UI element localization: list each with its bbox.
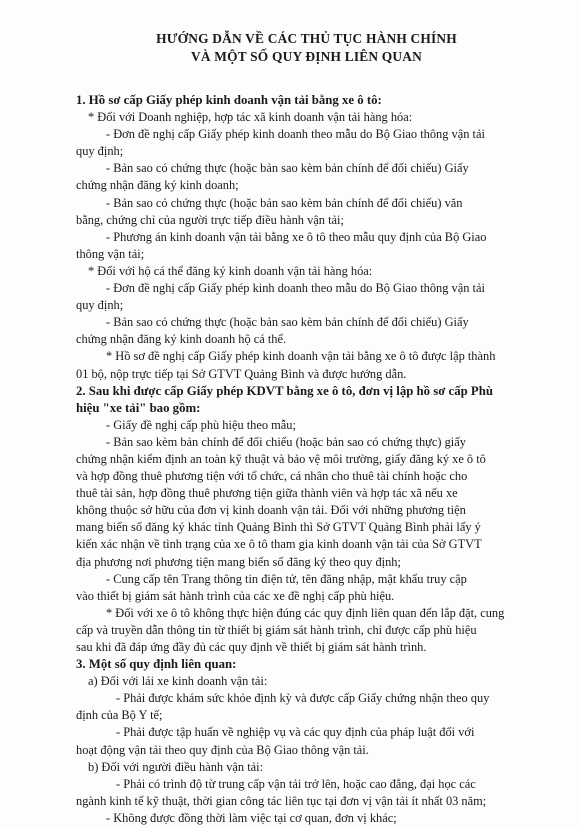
text-line: địa phương nơi phương tiện mang biển số đăng ký theo quy định; bbox=[76, 554, 401, 569]
text-line: kiến xác nhận về tình trạng của xe ô tô tham gia kinh doanh vận tải của Sở GTVT bbox=[76, 537, 482, 552]
text-line: * Hồ sơ đề nghị cấp Giấy phép kinh doanh vận tải bằng xe ô tô được lập thành bbox=[106, 349, 496, 364]
title-line-1: HƯỚNG DẪN VỀ CÁC THỦ TỤC HÀNH CHÍNH bbox=[156, 31, 457, 46]
text-line: mang biển số đăng ký khác tỉnh Quảng Bình thì Sở GTVT Quảng Bình phải lấy ý bbox=[76, 520, 481, 535]
section-heading-1: 1. Hồ sơ cấp Giấy phép kinh doanh vận tải bằng xe ô tô: bbox=[76, 93, 382, 107]
page-title bbox=[76, 30, 537, 66]
text-line: chứng nhận kiểm định an toàn kỹ thuật và bảo vệ môi trường, giấy đăng ký xe ô tô bbox=[76, 451, 486, 466]
section-heading-3: 3. Một số quy định liên quan: bbox=[76, 657, 237, 672]
text-line: - Phải được khám sức khỏe định kỳ và được cấp Giấy chứng nhận theo quy bbox=[116, 691, 490, 706]
text-line: và hợp đồng thuê phương tiện với tổ chức, cá nhân cho thuê tài chính hoặc cho bbox=[76, 469, 468, 484]
document-body bbox=[76, 92, 537, 827]
text-line: chứng nhận đăng ký kinh doanh hộ cá thể. bbox=[76, 332, 287, 347]
text-line: - Không được đồng thời làm việc tại cơ quan, đơn vị khác; bbox=[106, 810, 397, 825]
text-line: - Bản sao có chứng thực (hoặc bản sao kèm bản chính để đối chiếu) Giấy bbox=[106, 315, 469, 330]
text-line: quy định; bbox=[76, 298, 124, 313]
text-line: - Đơn đề nghị cấp Giấy phép kinh doanh theo mẫu do Bộ Giao thông vận tải bbox=[106, 281, 485, 296]
title-line-2: VÀ MỘT SỐ QUY ĐỊNH LIÊN QUAN bbox=[190, 49, 423, 64]
section-heading-2-cont: hiệu "xe tải" bao gồm: bbox=[76, 400, 201, 415]
text-line: - Phương án kinh doanh vận tải bằng xe ô tô theo mẫu quy định của Bộ Giao bbox=[106, 229, 487, 244]
text-line: b) Đối với người điều hành vận tải: bbox=[88, 759, 264, 774]
text-line: ngành kinh tế kỹ thuật, thời gian công tác liên tục tại đơn vị vận tải ít nhất 03 năm; bbox=[76, 793, 487, 808]
text-line: - Phải có trình độ từ trung cấp vận tải trở lên, hoặc cao đẳng, đại học các bbox=[116, 776, 476, 791]
text-line: - Cung cấp tên Trang thông tin điện tử, tên đăng nhập, mật khẩu truy cập bbox=[106, 571, 467, 586]
text-line: hoạt động vận tải theo quy định của Bộ Giao thông vận tải. bbox=[76, 742, 369, 757]
text-line: 01 bộ, nộp trực tiếp tại Sở GTVT Quảng Bình và được hướng dẫn. bbox=[76, 366, 407, 381]
text-line: * Đối với hộ cá thể đăng ký kinh doanh vận tải hàng hóa: bbox=[88, 263, 373, 278]
text-line: * Đối với Doanh nghiệp, hợp tác xã kinh doanh vận tải hàng hóa: bbox=[88, 110, 413, 125]
text-line: sau khi đã đáp ứng đầy đủ các quy định về thiết bị giám sát hành trình. bbox=[76, 640, 427, 654]
text-line: * Đối với xe ô tô không thực hiện đúng các quy định liên quan đến lắp đặt, cung bbox=[106, 605, 505, 620]
text-line: chứng nhận đăng ký kinh doanh; bbox=[76, 178, 239, 193]
text-line: - Bản sao có chứng thực (hoặc bản sao kèm bản chính để đối chiếu) văn bbox=[106, 195, 463, 210]
text-line: thuê tài sản, hợp đồng thuê phương tiện giữa thành viên và hợp tác xã nếu xe bbox=[76, 486, 458, 501]
text-line: a) Đối với lái xe kinh doanh vận tải: bbox=[88, 674, 268, 689]
text-line: không thuộc sở hữu của đơn vị kinh doanh vận tải. Đối với những phương tiện bbox=[76, 503, 466, 518]
text-line: - Giấy đề nghị cấp phù hiệu theo mẫu; bbox=[106, 417, 296, 432]
text-line: - Bản sao kèm bản chính để đối chiếu (hoặc bản sao có chứng thực) giấy bbox=[106, 434, 466, 449]
text-line: thông vận tải; bbox=[76, 246, 145, 261]
text-line: vào thiết bị giám sát hành trình của các xe đề nghị cấp phù hiệu. bbox=[76, 588, 395, 603]
text-line: - Bản sao có chứng thực (hoặc bản sao kèm bản chính để đối chiếu) Giấy bbox=[106, 161, 469, 176]
text-line: cấp và truyền dẫn thông tin từ thiết bị giám sát hành trình, chỉ được cấp phù hiệu bbox=[76, 622, 477, 637]
text-line: bằng, chứng chỉ của người trực tiếp điều hành vận tải; bbox=[76, 212, 344, 227]
section-heading-2: 2. Sau khi được cấp Giấy phép KDVT bằng xe ô tô, đơn vị lập hồ sơ cấp Phù bbox=[76, 383, 493, 398]
text-line: quy định; bbox=[76, 144, 124, 159]
text-line: - Đơn đề nghị cấp Giấy phép kinh doanh theo mẫu do Bộ Giao thông vận tải bbox=[106, 127, 485, 142]
text-line: định của Bộ Y tế; bbox=[76, 708, 163, 723]
text-line: - Phải được tập huấn về nghiệp vụ và các quy định của pháp luật đối với bbox=[116, 725, 475, 740]
